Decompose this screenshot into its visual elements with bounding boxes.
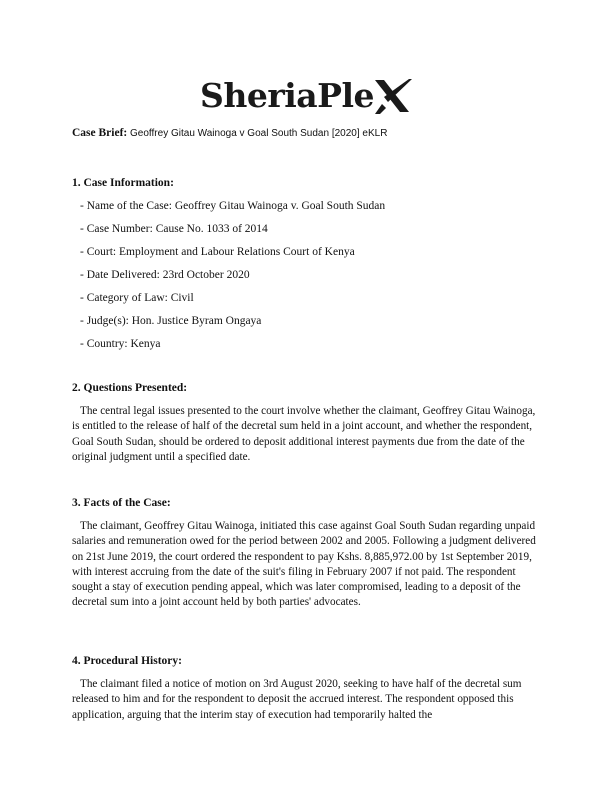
date-delivered-item: - Date Delivered: 23rd October 2020 xyxy=(80,269,250,281)
case-information-section xyxy=(72,176,542,351)
facts-text: The claimant, Geoffrey Gitau Wainoga, initiated this case against Goal South Sudan regarding unpaid salaries and remuneration owed for the period between 2002 and 2005. Following a judgment delivered on 21st June 2019, the court ordered the respondent to pay Kshs. 8,885,972.00 by 1st September 2019, with interest accruing from the date of the suit's filing in February 2007 if not paid. The respondent sought a stay of execution pending appeal, which was later compromised, leading to a deposit of the decretal sum into a joint account held by both parties' advocates. xyxy=(72,520,536,609)
facts-section xyxy=(72,496,542,611)
questions-presented-text: The central legal issues presented to the court involve whether the claimant, Geoffrey Gitau Wainoga, is entitled to the release of half of the decretal sum held in a joint account, and whether the respondent, Goal South Sudan, should be ordered to deposit additional interest payments due from the date of the original judgment until a specified date. xyxy=(72,405,536,463)
questions-presented-section xyxy=(72,381,542,465)
logo-text: SheriaPle xyxy=(200,76,374,115)
case-information-heading: 1. Case Information: xyxy=(72,177,174,189)
procedural-history-heading: 4. Procedural History: xyxy=(72,655,182,667)
court-item: - Court: Employment and Labour Relations Court of Kenya xyxy=(80,246,355,258)
case-name-item: - Name of the Case: Geoffrey Gitau Wainoga v. Goal South Sudan xyxy=(80,200,386,212)
questions-presented-heading: 2. Questions Presented: xyxy=(72,382,188,394)
sheriaplex-logo xyxy=(0,76,612,116)
case-number-item: - Case Number: Cause No. 1033 of 2014 xyxy=(80,223,268,235)
facts-heading: 3. Facts of the Case: xyxy=(72,497,171,509)
procedural-history-text: The claimant filed a notice of motion on 3rd August 2020, seeking to have half of the decretal sum released to him and for the respondent to deposit the accrued interest. The respondent opposed this application, arguing that the interim stay of execution had temporarily halted the xyxy=(72,678,522,721)
judges-item: - Judge(s): Hon. Justice Byram Ongaya xyxy=(80,315,262,327)
case-brief-title: Geoffrey Gitau Wainoga v Goal South Sudan [2020] eKLR xyxy=(130,128,388,139)
case-information-list xyxy=(72,199,542,351)
case-brief-line xyxy=(72,126,387,141)
case-brief-label: Case Brief: xyxy=(72,127,128,139)
category-of-law-item: - Category of Law: Civil xyxy=(80,292,194,304)
logo-x-mark-icon xyxy=(372,76,412,116)
country-item: - Country: Kenya xyxy=(80,338,161,350)
procedural-history-section xyxy=(72,654,542,723)
